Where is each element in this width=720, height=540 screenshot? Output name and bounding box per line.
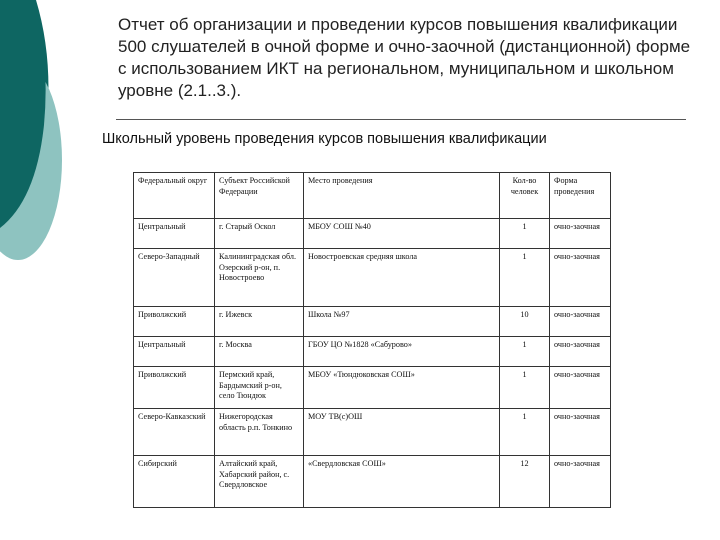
cell-district: Центральный — [134, 337, 215, 367]
cell-venue: ГБОУ ЦО №1828 «Сабурово» — [304, 337, 500, 367]
cell-subject: г. Старый Оскол — [215, 219, 304, 249]
cell-venue: «Свердловская СОШ» — [304, 456, 500, 508]
table-header-row — [134, 173, 611, 219]
cell-subject: г. Ижевск — [215, 307, 304, 337]
cell-count: 1 — [500, 409, 550, 456]
cell-district: Сибирский — [134, 456, 215, 508]
cell-count: 1 — [500, 367, 550, 409]
cell-count: 1 — [500, 337, 550, 367]
cell-form: очно-заочная — [550, 456, 611, 508]
header-venue: Место проведения — [304, 173, 500, 219]
cell-count: 12 — [500, 456, 550, 508]
header-form: Форма проведения — [550, 173, 611, 219]
cell-venue: МОУ ТВ(с)ОШ — [304, 409, 500, 456]
cell-form: очно-заочная — [550, 249, 611, 307]
cell-venue: МБОУ СОШ №40 — [304, 219, 500, 249]
cell-district: Северо-Западный — [134, 249, 215, 307]
cell-count: 1 — [500, 249, 550, 307]
cell-count: 10 — [500, 307, 550, 337]
courses-table — [133, 172, 611, 508]
cell-form: очно-заочная — [550, 307, 611, 337]
cell-form: очно-заочная — [550, 219, 611, 249]
section-subtitle: Школьный уровень проведения курсов повышения квалификации — [102, 131, 547, 147]
header-federal-district: Федеральный округ — [134, 173, 215, 219]
cell-form: очно-заочная — [550, 367, 611, 409]
cell-venue: МБОУ «Тюндюковская СОШ» — [304, 367, 500, 409]
table-row — [134, 219, 611, 249]
table-row — [134, 367, 611, 409]
cell-district: Приволжский — [134, 307, 215, 337]
decorative-side-shapes — [0, 0, 110, 540]
table-row — [134, 456, 611, 508]
cell-venue: Новостроевская средняя школа — [304, 249, 500, 307]
header-subject: Субъект Российской Федерации — [215, 173, 304, 219]
table-row — [134, 307, 611, 337]
cell-subject: Калининградская обл. Озерский р-он, п. Новостроево — [215, 249, 304, 307]
table-row — [134, 249, 611, 307]
table-row — [134, 409, 611, 456]
cell-form: очно-заочная — [550, 337, 611, 367]
cell-district: Северо-Кавказский — [134, 409, 215, 456]
cell-subject: г. Москва — [215, 337, 304, 367]
cell-district: Центральный — [134, 219, 215, 249]
cell-form: очно-заочная — [550, 409, 611, 456]
cell-count: 1 — [500, 219, 550, 249]
title-divider — [116, 119, 686, 120]
cell-district: Приволжский — [134, 367, 215, 409]
cell-subject: Нижегородская область р.п. Тонкино — [215, 409, 304, 456]
cell-venue: Школа №97 — [304, 307, 500, 337]
header-count: Кол-во человек — [500, 173, 550, 219]
table-row — [134, 337, 611, 367]
cell-subject: Алтайский край, Хабарский район, с. Свердловское — [215, 456, 304, 508]
cell-subject: Пермский край, Бардымский р-он, село Тюндюк — [215, 367, 304, 409]
page-title: Отчет об организации и проведении курсов повышения квалификации 500 слушателей в очной форме и очно-заочной (дистанционной) форме с использованием ИКТ на региональном, муниципальном и школьном уровне (2.1..3.). — [118, 15, 691, 100]
